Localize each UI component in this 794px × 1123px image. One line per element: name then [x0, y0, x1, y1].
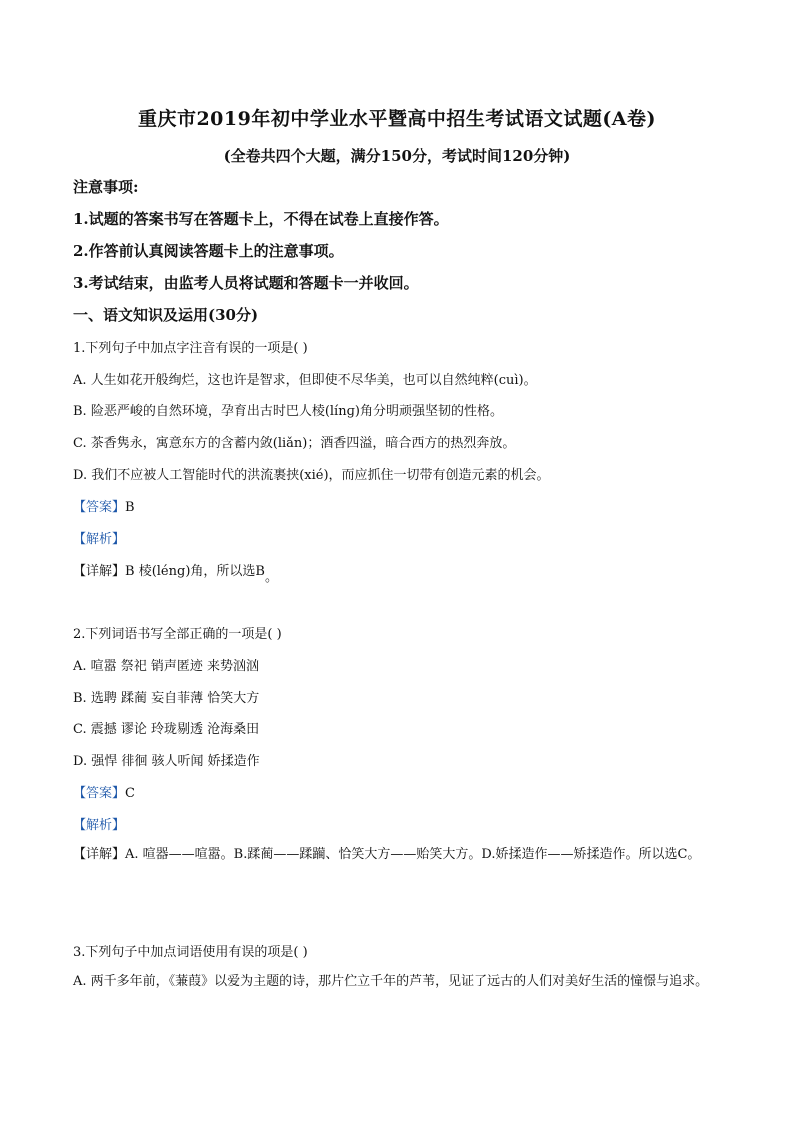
notes-item-1: 1.试题的答案书写在答题卡上，不得在试卷上直接作答。 — [73, 210, 449, 228]
question-2-option-a: A. 喧嚣 祭祀 销声匿迹 来势汹汹 — [73, 659, 260, 674]
page-subtitle: (全卷共四个大题，满分150分，考试时间120分钟) — [223, 147, 571, 165]
question-2-answer — [73, 782, 135, 801]
question-2-analysis — [73, 814, 125, 833]
notes-item-2: 2.作答前认真阅读答题卡上的注意事项。 — [73, 242, 344, 260]
page-title: 重庆市2019年初中学业水平暨高中招生考试语文试题(A卷) — [137, 108, 657, 130]
question-1-option-b: B. 险恶严峻的自然环境，孕育出古时巴人棱(línɡ)角分明顽强坚韧的性格。 — [73, 404, 503, 419]
question-2-option-b: B. 选聘 蹂蔺 妄自菲薄 恰笑大方 — [73, 691, 260, 706]
question-1-detail — [73, 560, 278, 585]
detail-period: 。 — [264, 570, 278, 585]
detail-text: B 棱(léng)角，所以选B — [125, 564, 265, 579]
analysis-tag: 【解析】 — [73, 532, 126, 547]
question-2-option-d: D. 强悍 徘徊 骇人听闻 娇揉造作 — [73, 754, 260, 769]
question-2-stem: 2.下列词语书写全部正确的一项是( ) — [73, 627, 282, 642]
answer-tag: 【答案】 — [73, 786, 126, 801]
question-1-stem: 1.下列句子中加点字注音有误的一项是( ) — [73, 341, 308, 356]
question-3-stem: 3.下列句子中加点词语使用有误的项是( ) — [73, 945, 308, 960]
notes-heading: 注意事项: — [73, 178, 139, 196]
detail-tag: 【详解】 — [73, 847, 126, 862]
question-2-option-c: C. 震撼 谬论 玲珑剔透 沧海桑田 — [73, 722, 260, 737]
question-1-analysis — [73, 528, 125, 547]
question-1-option-d: D. 我们不应被人工智能时代的洪流裹挟(xié)，而应抓住一切带有创造元素的机会。 — [73, 468, 550, 483]
question-1-option-a: A. 人生如花开般绚烂，这也许是智求，但即使不尽华美，也可以自然纯粹(cuì)。 — [73, 373, 537, 388]
answer-value: B — [125, 500, 135, 515]
answer-tag: 【答案】 — [73, 500, 126, 515]
detail-tag: 【详解】 — [73, 564, 126, 579]
question-1-answer — [73, 496, 135, 515]
question-1-option-c: C. 茶香隽永，寓意东方的含蓄内敛(liǎn)；酒香四溢，暗合西方的热烈奔放。 — [73, 436, 516, 451]
question-3-option-a: A. 两千多年前，《蒹葭》以爱为主题的诗，那片伫立千年的芦苇，见证了远古的人们对美好生活的憧憬与追求。 — [73, 974, 709, 989]
section-heading: 一、语文知识及运用(30分) — [73, 306, 259, 324]
notes-item-3: 3.考试结束，由监考人员将试题和答题卡一并收回。 — [73, 274, 419, 292]
detail-text: A. 喧器——喧嚣。B.蹂蔺——蹂躏、恰笑大方——贻笑大方。D.娇揉造作——矫揉造作。所以选C。 — [125, 847, 701, 862]
question-2-detail — [73, 839, 733, 871]
analysis-tag: 【解析】 — [73, 818, 126, 833]
answer-value: C — [125, 786, 135, 801]
